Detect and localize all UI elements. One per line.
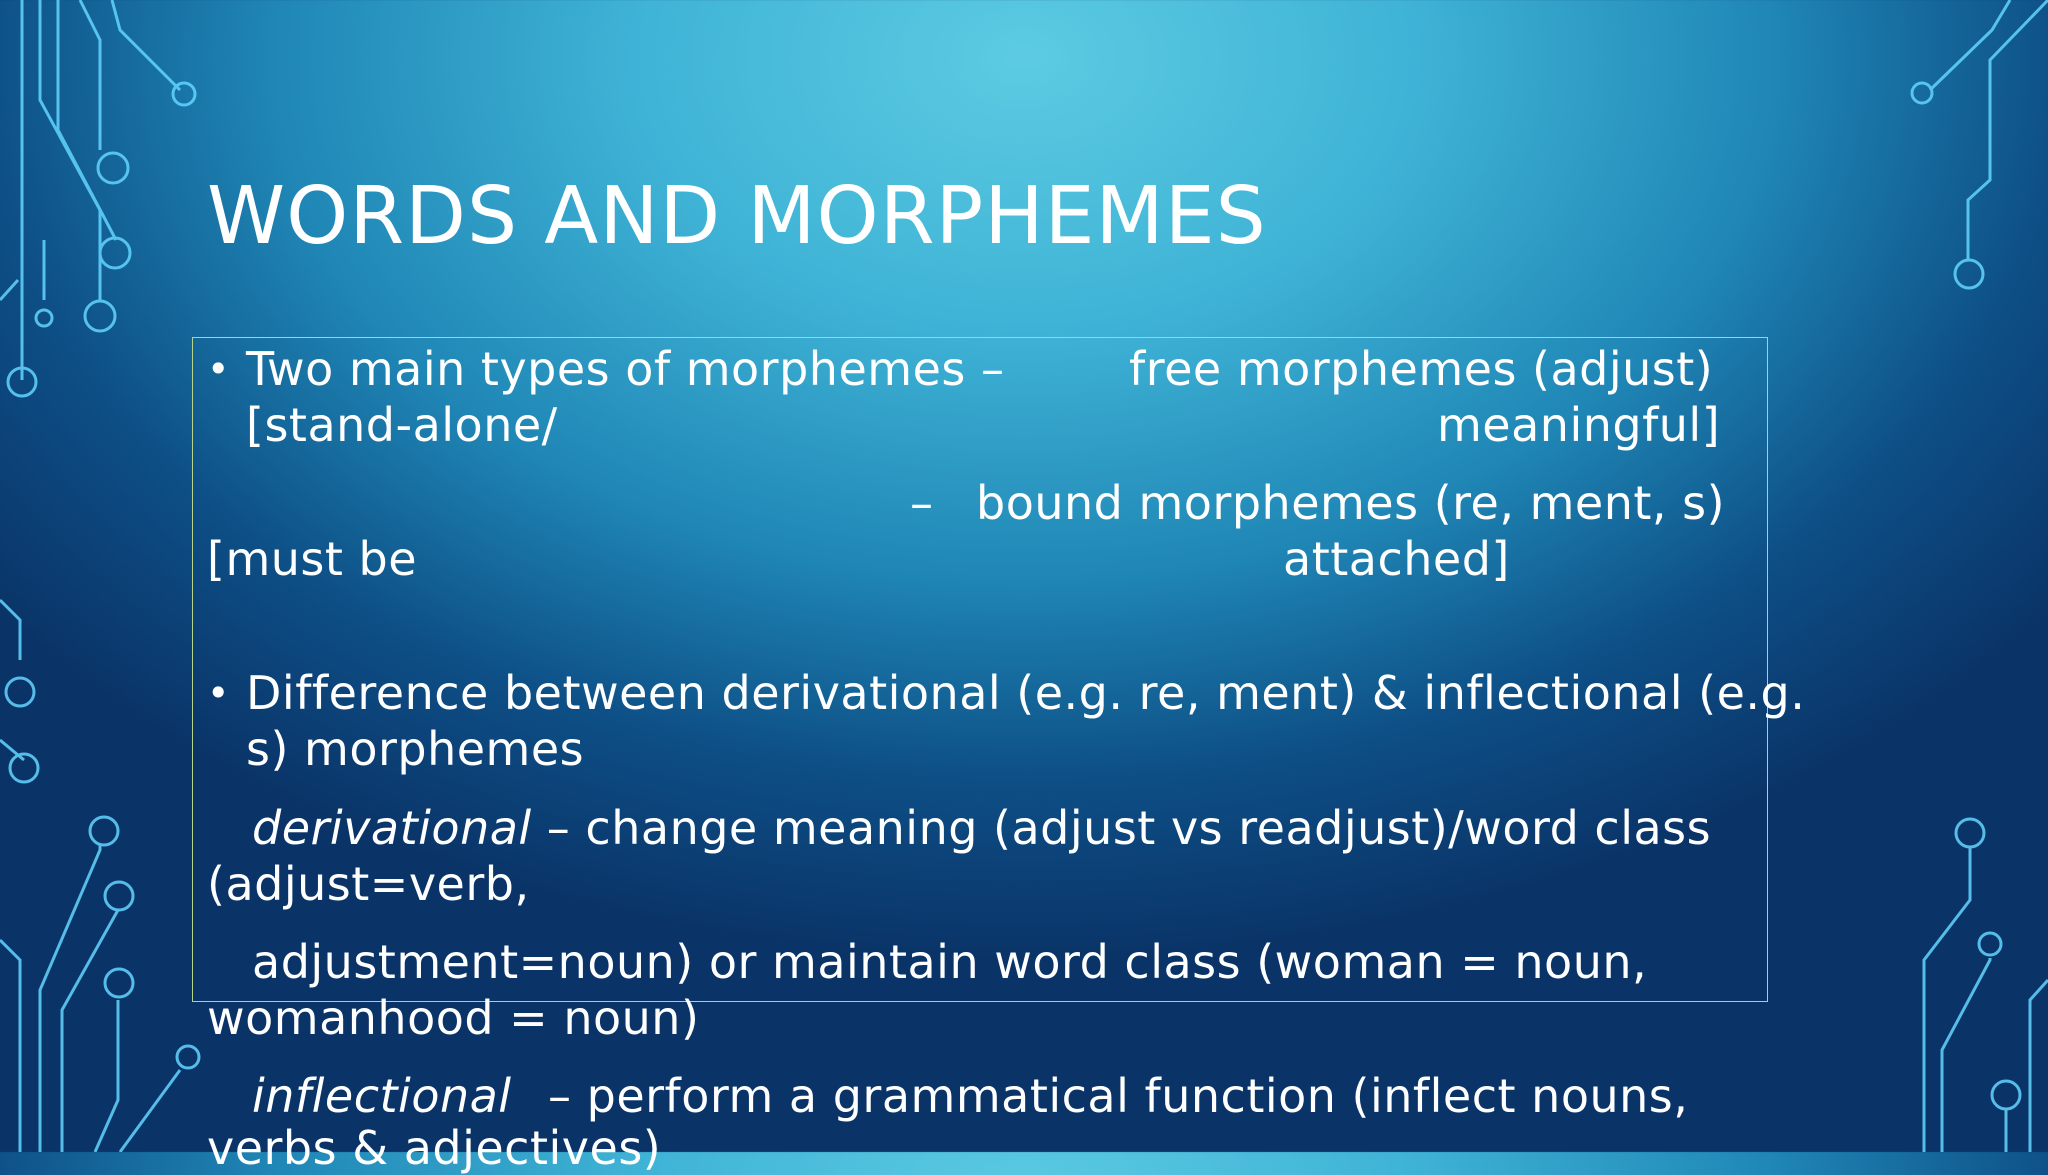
text-line: meaningful] (1437, 398, 1721, 452)
text-line: verbs & adjectives) (207, 1121, 662, 1175)
text-line (252, 801, 1712, 855)
bullet-marker: • (207, 671, 230, 715)
text-line: adjustment=noun) or maintain word class (woman = noun, (252, 935, 1648, 989)
italic-term: derivational (252, 801, 532, 855)
slide-title: WORDS AND MORPHEMES (207, 170, 1267, 262)
text-line: [stand-alone/ (246, 398, 558, 452)
italic-term: inflectional (252, 1069, 512, 1123)
text-line: (adjust=verb, (207, 857, 530, 911)
text-line: – perform a grammatical function (inflect nouns, (548, 1069, 1689, 1123)
text-line: – (910, 476, 934, 530)
bullet-marker: • (207, 347, 230, 391)
text-line: [must be (207, 532, 418, 586)
text-line: Difference between derivational (e.g. re, ment) & inflectional (e.g. (246, 666, 1806, 720)
text-line: free morphemes (adjust) (1129, 342, 1714, 396)
text-line: bound morphemes (re, ment, s) (976, 476, 1726, 530)
text-line: attached] (1283, 532, 1510, 586)
text-line: Two main types of morphemes – (246, 342, 1005, 396)
text-span: – change meaning (adjust vs readjust)/word class (531, 801, 1712, 855)
text-line: s) morphemes (246, 722, 585, 776)
text-line: womanhood = noun) (207, 991, 700, 1045)
